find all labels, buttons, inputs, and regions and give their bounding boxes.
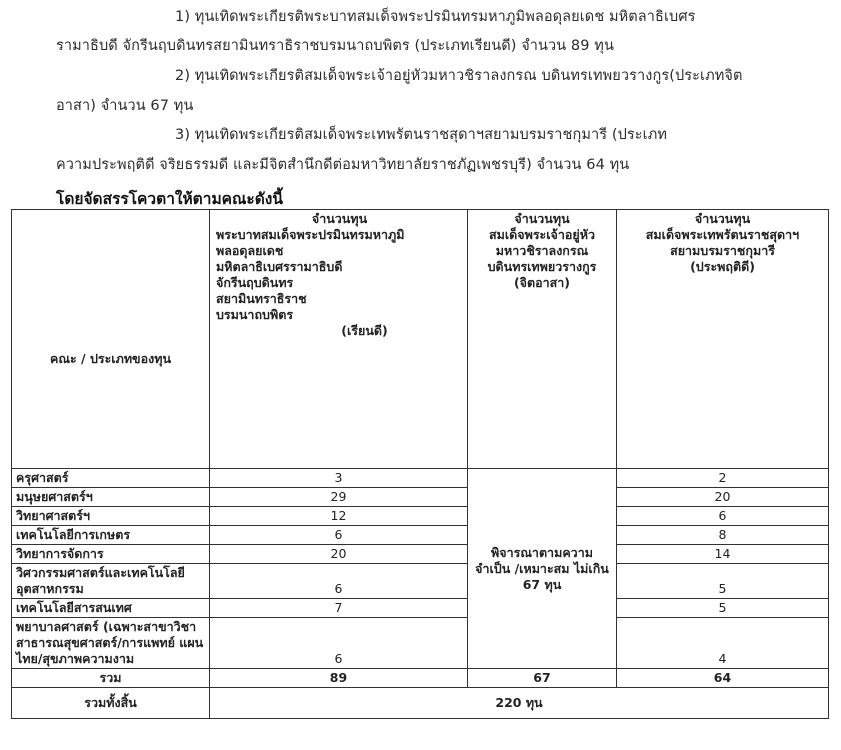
header-excellent-line: (เรียนดี) (341, 323, 388, 338)
total-excellent: 89 (210, 669, 468, 688)
excellent-count: 12 (210, 507, 468, 526)
excellent-count: 20 (210, 545, 468, 564)
header-excellent-line: จำนวนทุน (311, 211, 368, 226)
header-excellent-scholarship (210, 210, 468, 469)
faculty-name: เทคโนโลยีสารสนเทศ (12, 599, 210, 618)
header-faculty: คณะ / ประเภทของทุน (12, 210, 210, 469)
header-excellent-line: พระบาทสมเด็จพระปรมินทรมหาภูมิ (216, 227, 405, 242)
paragraph-1-line-2: รามาธิบดี จักรีนฤบดินทรสยามินทราธิราชบรมนาถบพิตร (ประเภทเรียนดี) จำนวน 89 ทุน (56, 38, 614, 54)
header-volunteer-line: จำนวนทุน (514, 211, 570, 226)
header-volunteer-line: มหาวชิราลงกรณ (495, 243, 589, 258)
quota-table (11, 209, 829, 719)
header-conduct-line: สมเด็จพระเทพรัตนราชสุดาฯ (645, 227, 800, 242)
header-excellent-line: พลอดุลยเดช (216, 243, 284, 258)
paragraph-2-line-1: 2) ทุนเทิดพระเกียรติสมเด็จพระเจ้าอยู่หัวมหาวชิราลงกรณ บดินทรเทพยวรางกูร(ประเภทจิต (175, 68, 743, 84)
table-row (12, 526, 829, 545)
grand-total-row (12, 688, 829, 719)
table-row (12, 469, 829, 488)
conduct-count: 20 (617, 488, 829, 507)
header-conduct-line: จำนวนทุน (694, 211, 751, 226)
header-volunteer-line: สมเด็จพระเจ้าอยู่หัว (489, 227, 595, 242)
total-volunteer: 67 (468, 669, 617, 688)
table-row (12, 618, 829, 669)
table-row (12, 507, 829, 526)
faculty-name: พยาบาลศาสตร์ (เฉพาะสาขาวิชา สาธารณสุขศาสตร์/การแพทย์ แผนไทย/สุขภาพความงาม (12, 618, 210, 669)
header-conduct-line: สยามบรมราชกุมารี (670, 243, 775, 258)
excellent-count: 6 (210, 564, 468, 599)
grand-total-value: 220 ทุน (210, 688, 829, 719)
header-excellent-line: บรมนาถบพิตร (216, 307, 294, 322)
paragraph-2-line-2: อาสา) จำนวน 67 ทุน (56, 98, 194, 114)
paragraph-3-line-2: ความประพฤติดี จริยธรรมดี และมีจิตสำนึกดีต่อมหาวิทยาลัยราชภัฏเพชรบุรี) จำนวน 64 ทุน (56, 157, 630, 173)
conduct-count: 8 (617, 526, 829, 545)
header-volunteer-line: (จิตอาสา) (513, 275, 571, 290)
volunteer-note: พิจารณาตามความ จำเป็น /เหมาะสม ไม่เกิน 67 ทุน (468, 469, 617, 669)
faculty-name: ครุศาสตร์ (12, 469, 210, 488)
conduct-count: 5 (617, 564, 829, 599)
allocation-heading: โดยจัดสรรโควตาให้ตามคณะดังนี้ (56, 190, 283, 208)
excellent-count: 29 (210, 488, 468, 507)
table-row (12, 545, 829, 564)
header-excellent-line: สยามินทราธิราช (216, 291, 307, 306)
excellent-count: 6 (210, 526, 468, 545)
total-label: รวม (12, 669, 210, 688)
header-excellent-line: มหิตลาธิเบศรรามาธิบดี (216, 259, 343, 274)
grand-total-label: รวมทั้งสิ้น (12, 688, 210, 719)
excellent-count: 3 (210, 469, 468, 488)
faculty-name: วิทยาการจัดการ (12, 545, 210, 564)
excellent-count: 7 (210, 599, 468, 618)
conduct-count: 5 (617, 599, 829, 618)
header-volunteer-scholarship (468, 210, 617, 469)
table-row (12, 599, 829, 618)
total-row (12, 669, 829, 688)
header-conduct-line: (ประพฤติดี) (690, 259, 755, 274)
conduct-count: 4 (617, 618, 829, 669)
conduct-count: 14 (617, 545, 829, 564)
conduct-count: 2 (617, 469, 829, 488)
faculty-name: มนุษยศาสตร์ฯ (12, 488, 210, 507)
faculty-name: วิศวกรรมศาสตร์และเทคโนโลยี อุตสาหกรรม (12, 564, 210, 599)
faculty-name: วิทยาศาสตร์ฯ (12, 507, 210, 526)
paragraph-3-line-1: 3) ทุนเทิดพระเกียรติสมเด็จพระเทพรัตนราชสุดาฯสยามบรมราชกุมารี (ประเภท (175, 127, 668, 143)
faculty-name: เทคโนโลยีการเกษตร (12, 526, 210, 545)
table-row (12, 564, 829, 599)
excellent-count: 6 (210, 618, 468, 669)
header-conduct-scholarship (617, 210, 829, 469)
paragraph-1-line-1: 1) ทุนเทิดพระเกียรติพระบาทสมเด็จพระปรมินทรมหาภูมิพลอดุลยเดช มหิตลาธิเบศร (175, 9, 696, 25)
header-volunteer-line: บดินทรเทพยวรางกูร (487, 259, 597, 274)
header-excellent-line: จักรีนฤบดินทร (216, 275, 294, 290)
conduct-count: 6 (617, 507, 829, 526)
table-row (12, 488, 829, 507)
total-conduct: 64 (617, 669, 829, 688)
table-header-row (12, 210, 829, 469)
